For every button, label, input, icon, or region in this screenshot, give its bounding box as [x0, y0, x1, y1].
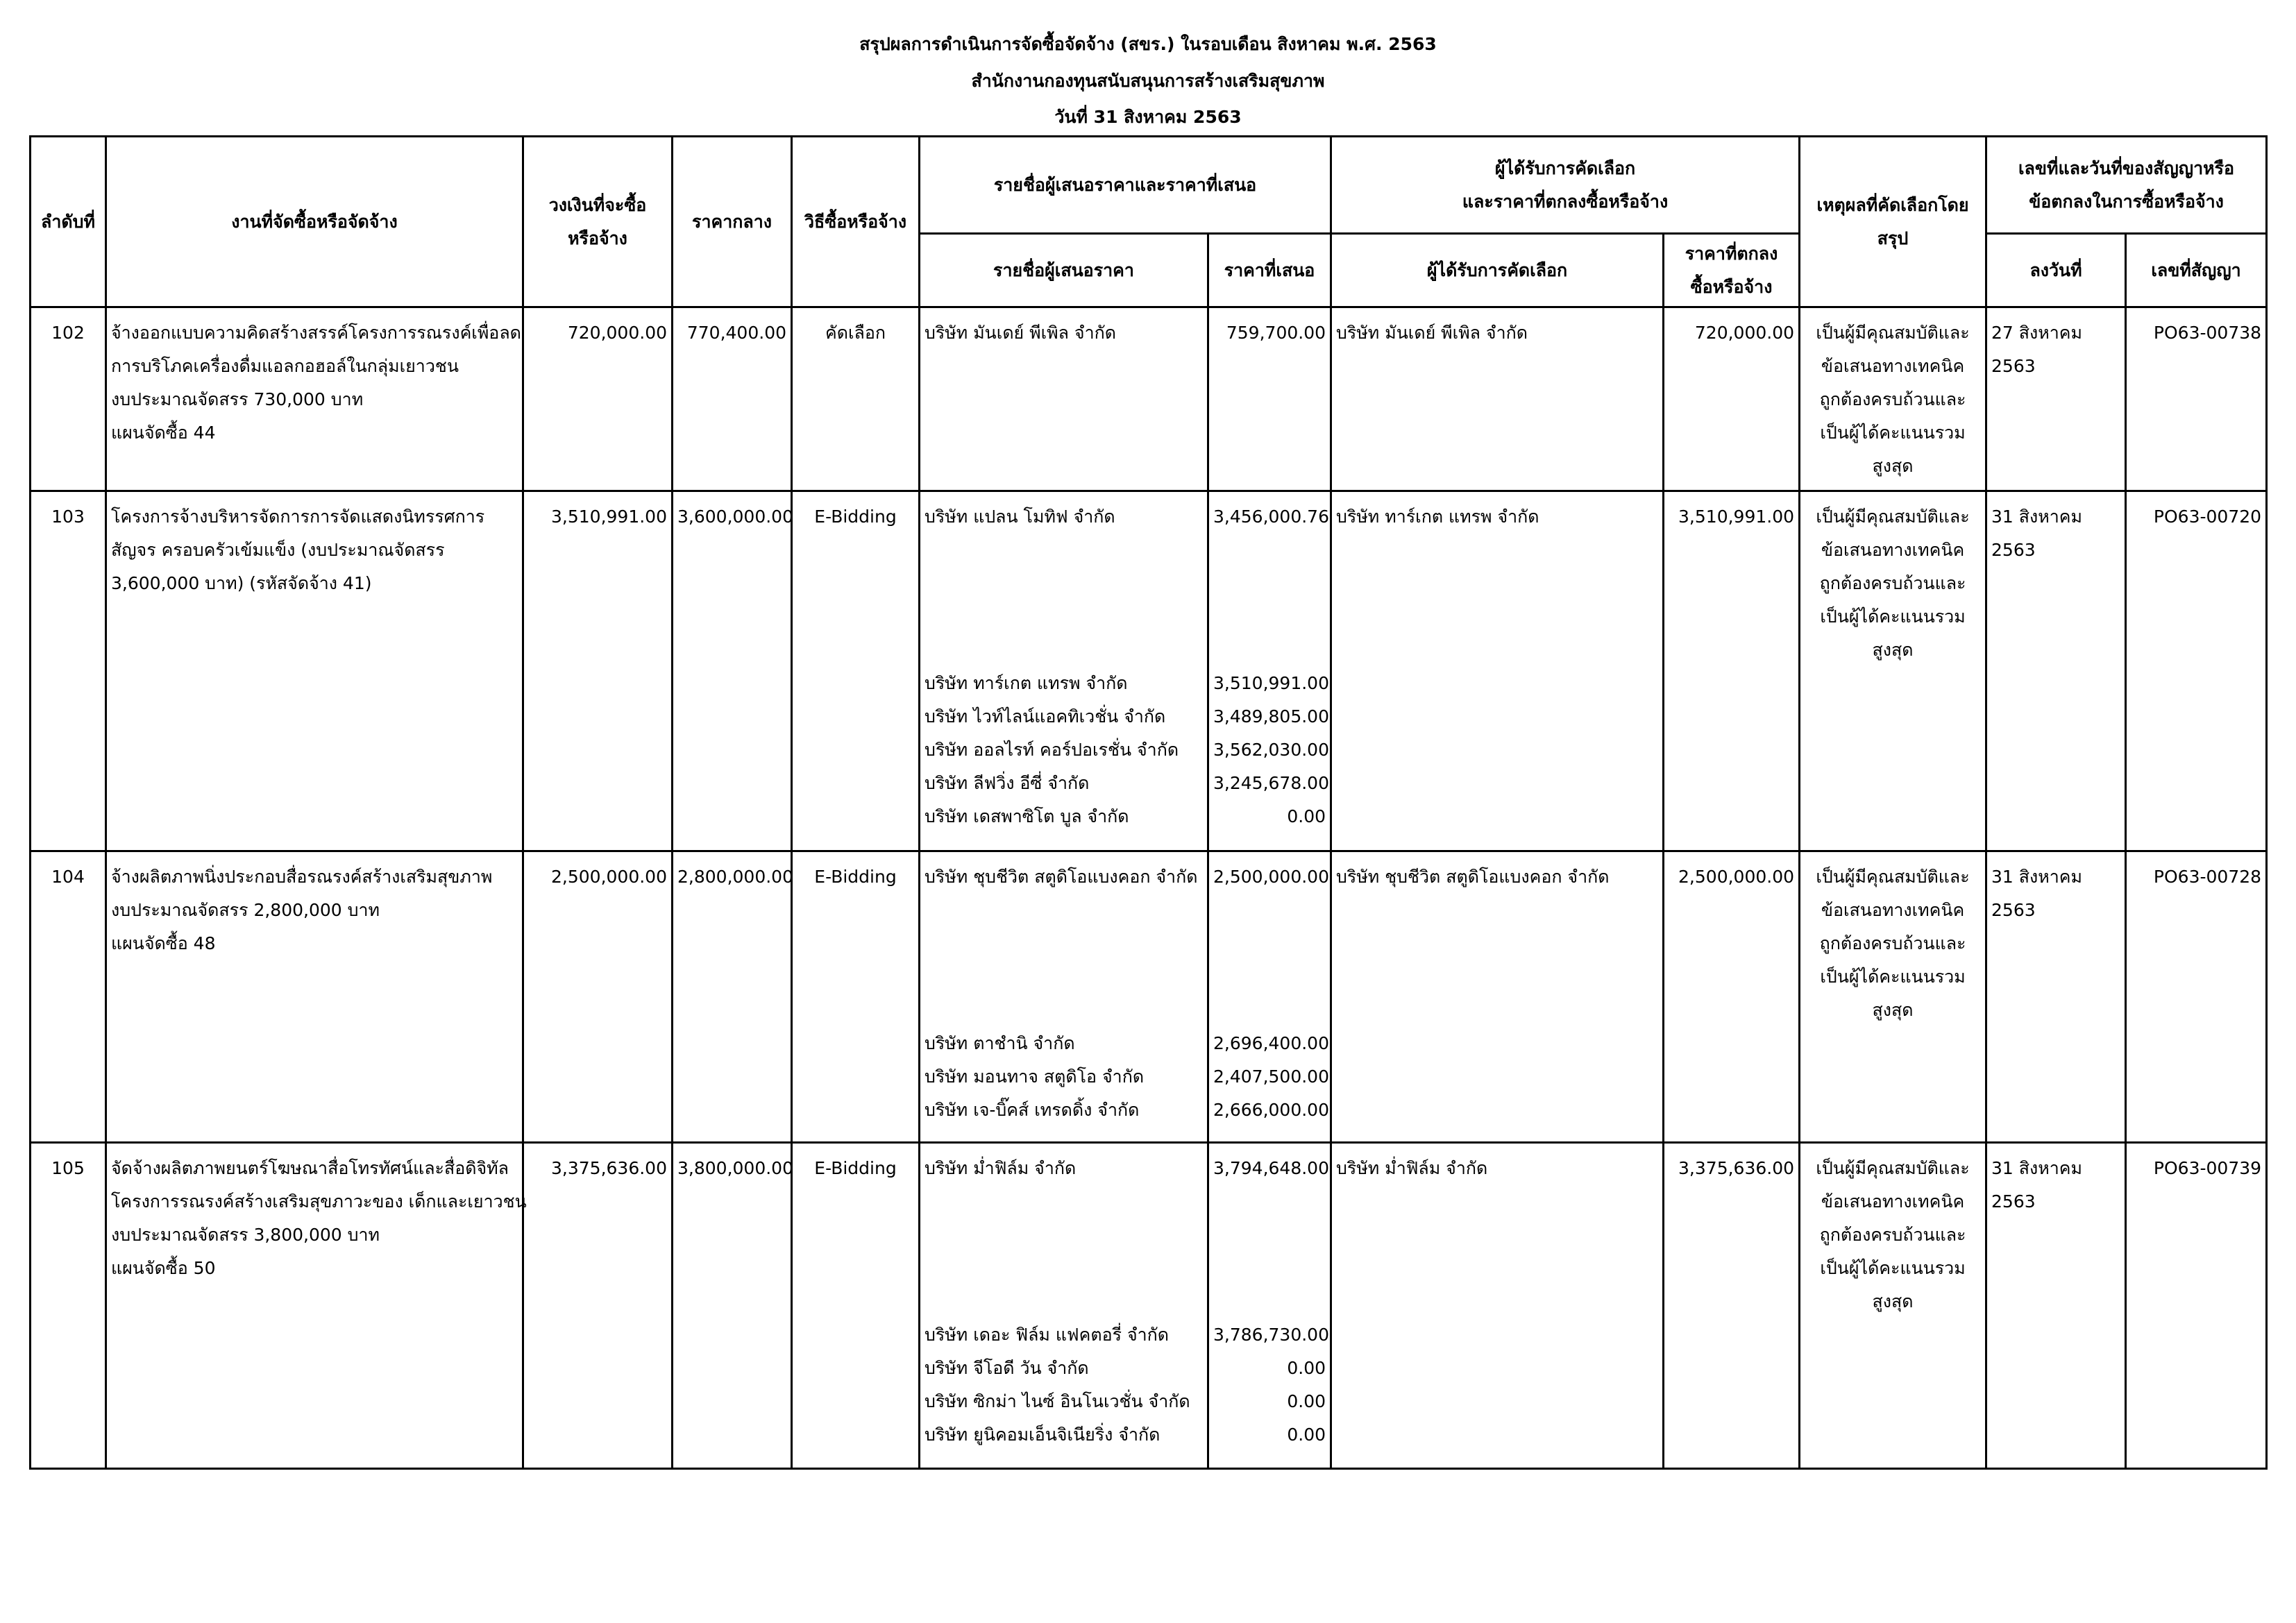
bidder-name: บริษัท เดอะ ฟิล์ม แฟคตอรี่ จำกัด [925, 1325, 1170, 1345]
cell-contract-date: 27 สิงหาคม 2563 [1986, 307, 2126, 491]
spacer [1213, 1185, 1326, 1218]
cell-selected-name: บริษัท มันเดย์ พีเพิล จำกัด [1331, 307, 1664, 491]
reason-line: เป็นผู้ได้คะแนนรวม [1820, 423, 1966, 443]
bidder-name: บริษัท ชุบชีวิต สตูดิโอแบงคอก จำกัด [925, 867, 1198, 887]
spacer [925, 567, 1203, 600]
cell-work [106, 307, 523, 491]
cell-work [106, 1143, 527, 1469]
reason-line: เป็นผู้มีคุณสมบัติและ [1816, 867, 1970, 887]
work-line: การบริโภคเครื่องดื่มแอลกอฮอล์ในกลุ่มเยาวชน [111, 356, 459, 376]
table-header [31, 137, 2267, 307]
bid-price: 2,500,000.00 [1213, 867, 1329, 887]
cell-contract-no: PO63-00720 [2126, 491, 2267, 851]
bidder-name: บริษัท มันเดย์ พีเพิล จำกัด [925, 323, 1116, 343]
header-agreed-price [1664, 234, 1800, 307]
cell-agreed-price: 3,510,991.00 [1664, 491, 1800, 851]
cell-method: E-Bidding [792, 491, 920, 851]
bidder-name: บริษัท ลีฟวิ่ง อีซี่ จำกัด [925, 773, 1090, 793]
cell-no: 104 [31, 851, 106, 1143]
header-contract-group-line1: เลขที่และวันที่ของสัญญาหรือ [2018, 158, 2235, 178]
cell-reason [1800, 851, 1986, 1143]
bid-price: 3,489,805.00 [1213, 706, 1329, 726]
table-row [31, 491, 2267, 851]
table-row [31, 851, 2267, 1143]
bid-price: 3,794,648.00 [1213, 1158, 1329, 1178]
work-line: สัญจร ครอบครัวเข้มแข็ง (งบประมาณจัดสรร [111, 540, 445, 560]
cell-contract-date: 31 สิงหาคม 2563 [1986, 1143, 2126, 1469]
header-reason [1800, 137, 1986, 307]
work-line: จ้างผลิตภาพนิ่งประกอบสื่อรณรงค์สร้างเสริมสุขภาพ [111, 867, 493, 887]
spacer [925, 1285, 1203, 1318]
bid-price: 0.00 [1287, 806, 1326, 826]
cell-budget: 2,500,000.00 [523, 851, 673, 1143]
header-selected-group-line2: และราคาที่ตกลงซื้อหรือจ้าง [1462, 191, 1669, 212]
bid-price: 0.00 [1287, 1358, 1326, 1378]
work-line: งบประมาณจัดสรร 2,800,000 บาท [111, 900, 380, 920]
header-selected-name: ผู้ได้รับการคัดเลือก [1331, 234, 1664, 307]
agency-name: สำนักงานกองทุนสนับสนุนการสร้างเสริมสุขภาพ [971, 71, 1325, 91]
report-date: วันที่ 31 สิงหาคม 2563 [1054, 107, 1242, 127]
spacer [925, 927, 1203, 960]
spacer [1213, 567, 1326, 600]
header-no: ลำดับที่ [31, 137, 106, 307]
bid-price: 2,407,500.00 [1213, 1067, 1329, 1087]
reason-line: ข้อเสนอทางเทคนิค [1821, 900, 1965, 920]
cell-no: 103 [31, 491, 106, 851]
cell-median-price: 770,400.00 [673, 307, 792, 491]
spacer [1213, 927, 1326, 960]
cell-budget: 720,000.00 [523, 307, 673, 491]
header-contract-date: ลงวันที่ [1986, 234, 2126, 307]
cell-bidder-names [920, 307, 1208, 491]
cell-bid-prices [1208, 851, 1331, 1143]
spacer [925, 960, 1203, 994]
bidder-name: บริษัท มอนทาจ สตูดิโอ จำกัด [925, 1067, 1145, 1087]
reason-line: ถูกต้องครบถ้วนและ [1819, 1225, 1966, 1245]
header-bidder-name: รายชื่อผู้เสนอราคา [920, 234, 1208, 307]
spacer [925, 634, 1203, 667]
header-selected-group [1331, 137, 1800, 234]
cell-selected-name: บริษัท ทาร์เกต แทรพ จำกัด [1331, 491, 1664, 851]
table-row [31, 307, 2267, 491]
cell-method: E-Bidding [792, 1143, 920, 1469]
work-line: โครงการรณรงค์สร้างเสริมสุขภาวะของ เด็กและเยาวชน [111, 1191, 527, 1212]
reason-line: ข้อเสนอทางเทคนิค [1821, 356, 1965, 376]
cell-median-price: 3,800,000.00 [673, 1143, 792, 1469]
procurement-table [29, 135, 2268, 1470]
header-reason-line2: สรุป [1877, 228, 1909, 248]
work-line: แผนจัดซื้อ 44 [111, 423, 216, 443]
reason-line: ถูกต้องครบถ้วนและ [1819, 389, 1966, 409]
header-contract-group [1986, 137, 2267, 234]
work-line: แผนจัดซื้อ 48 [111, 933, 216, 953]
cell-bid-prices [1208, 491, 1331, 851]
work-line: โครงการจ้างบริหารจัดการการจัดแสดงนิทรรศการ [111, 507, 485, 527]
spacer [1213, 634, 1326, 667]
cell-bidder-names [920, 851, 1208, 1143]
bid-price: 3,245,678.00 [1213, 773, 1329, 793]
report-title: สรุปผลการดำเนินการจัดซื้อจัดจ้าง (สขร.) ในรอบเดือน สิงหาคม พ.ศ. 2563 [859, 34, 1437, 54]
reason-line: เป็นผู้ได้คะแนนรวม [1820, 606, 1966, 627]
reason-line: สูงสุด [1872, 640, 1914, 660]
reason-line: ข้อเสนอทางเทคนิค [1821, 540, 1965, 560]
cell-contract-date: 31 สิงหาคม 2563 [1986, 491, 2126, 851]
bid-price: 0.00 [1287, 1391, 1326, 1411]
header-reason-line1: เหตุผลที่คัดเลือกโดย [1816, 194, 1969, 215]
reason-line: สูงสุด [1872, 456, 1914, 476]
header-budget [523, 137, 673, 307]
table-body [31, 307, 2267, 1469]
bid-price: 759,700.00 [1226, 323, 1326, 343]
cell-selected-name: บริษัท ชุบชีวิต สตูดิโอแบงคอก จำกัด [1331, 851, 1664, 1143]
work-line: งบประมาณจัดสรร 3,800,000 บาท [111, 1225, 380, 1245]
reason-line: เป็นผู้ได้คะแนนรวม [1820, 1258, 1966, 1278]
cell-selected-name: บริษัท ม่ำฟิล์ม จำกัด [1331, 1143, 1664, 1469]
cell-method: E-Bidding [792, 851, 920, 1143]
reason-line: เป็นผู้มีคุณสมบัติและ [1816, 323, 1970, 343]
spacer [1213, 1285, 1326, 1318]
header-selected-group-line1: ผู้ได้รับการคัดเลือก [1494, 158, 1636, 178]
spacer [1213, 960, 1326, 994]
cell-method: คัดเลือก [792, 307, 920, 491]
reason-line: เป็นผู้มีคุณสมบัติและ [1816, 507, 1970, 527]
bidder-name: บริษัท แปลน โมทิฟ จำกัด [925, 507, 1115, 527]
cell-work [106, 851, 523, 1143]
work-line: งบประมาณจัดสรร 730,000 บาท [111, 389, 364, 409]
bidder-name: บริษัท ยูนิคอมเอ็นจิเนียริ่ง จำกัด [925, 1425, 1160, 1445]
reason-line: เป็นผู้ได้คะแนนรวม [1820, 967, 1966, 987]
spacer [1213, 994, 1326, 1027]
reason-line: สูงสุด [1872, 1291, 1914, 1311]
reason-line: ถูกต้องครบถ้วนและ [1819, 933, 1966, 953]
work-line: 3,600,000 บาท) (รหัสจัดจ้าง 41) [111, 573, 372, 593]
spacer [1213, 1218, 1326, 1252]
spacer [925, 1218, 1203, 1252]
bidder-name: บริษัท ตาชำนิ จำกัด [925, 1033, 1075, 1053]
spacer [925, 894, 1203, 927]
bidder-name: บริษัท ไวท์ไลน์แอคทิเวชั่น จำกัด [925, 706, 1166, 726]
cell-no: 102 [31, 307, 106, 491]
header-contract-group-line2: ข้อตกลงในการซื้อหรือจ้าง [2029, 191, 2224, 212]
cell-budget: 3,510,991.00 [523, 491, 673, 851]
spacer [1213, 534, 1326, 567]
header-agreed-price-line2: ซื้อหรือจ้าง [1690, 276, 1773, 297]
cell-median-price: 3,600,000.00 [673, 491, 792, 851]
reason-line: เป็นผู้มีคุณสมบัติและ [1816, 1158, 1970, 1178]
reason-line: ข้อเสนอทางเทคนิค [1821, 1191, 1965, 1212]
reason-line: ถูกต้องครบถ้วนและ [1819, 573, 1966, 593]
cell-contract-no: PO63-00728 [2126, 851, 2267, 1143]
bidder-name: บริษัท ม่ำฟิล์ม จำกัด [925, 1158, 1077, 1178]
header-budget-line2: หรือจ้าง [568, 228, 627, 248]
bidder-name: บริษัท ออลไรท์ คอร์ปอเรชั่น จำกัด [925, 740, 1179, 760]
bid-price: 0.00 [1287, 1425, 1326, 1445]
bid-price: 3,456,000.76 [1213, 507, 1329, 527]
cell-agreed-price: 3,375,636.00 [1664, 1143, 1800, 1469]
spacer [925, 1252, 1203, 1285]
cell-reason [1800, 1143, 1986, 1469]
bidder-name: บริษัท เจ-บิ๊คส์ เทรดดิ้ง จำกัด [925, 1100, 1140, 1120]
spacer [1213, 600, 1326, 634]
bidder-name: บริษัท จีโอดี วัน จำกัด [925, 1358, 1089, 1378]
bid-price: 3,510,991.00 [1213, 673, 1329, 693]
cell-bid-prices [1208, 307, 1331, 491]
spacer [925, 600, 1203, 634]
cell-contract-no: PO63-00739 [2126, 1143, 2267, 1469]
header-median-price: ราคากลาง [673, 137, 792, 307]
table-row [31, 1143, 2267, 1469]
bid-price: 2,696,400.00 [1213, 1033, 1329, 1053]
bid-price: 2,666,000.00 [1213, 1100, 1329, 1120]
work-line: จัดจ้างผลิตภาพยนตร์โฆษณาสื่อโทรทัศน์และสื่อดิจิทัล [111, 1158, 509, 1178]
header-contract-no: เลขที่สัญญา [2126, 234, 2267, 307]
work-line: จ้างออกแบบความคิดสร้างสรรค์โครงการรณรงค์เพื่อลด [111, 323, 521, 343]
spacer [1213, 894, 1326, 927]
cell-bid-prices [1208, 1143, 1331, 1469]
cell-contract-date: 31 สิงหาคม 2563 [1986, 851, 2126, 1143]
cell-agreed-price: 720,000.00 [1664, 307, 1800, 491]
header-bid-price: ราคาที่เสนอ [1208, 234, 1331, 307]
work-line: แผนจัดซื้อ 50 [111, 1258, 216, 1278]
spacer [925, 1185, 1203, 1218]
bid-price: 3,786,730.00 [1213, 1325, 1329, 1345]
header-bidders-group: รายชื่อผู้เสนอราคาและราคาที่เสนอ [920, 137, 1331, 234]
bidder-name: บริษัท เดสพาซิโต บูล จำกัด [925, 806, 1129, 826]
header-work: งานที่จัดซื้อหรือจัดจ้าง [106, 137, 523, 307]
cell-bidder-names [920, 491, 1208, 851]
bidder-name: บริษัท ซิกม่า ไนซ์ อินโนเวชั่น จำกัด [925, 1391, 1190, 1411]
cell-work [106, 491, 523, 851]
bid-price: 3,562,030.00 [1213, 740, 1329, 760]
spacer [925, 534, 1203, 567]
bidder-name: บริษัท ทาร์เกต แทรพ จำกัด [925, 673, 1128, 693]
header-budget-line1: วงเงินที่จะซื้อ [548, 194, 647, 215]
cell-no: 105 [31, 1143, 106, 1469]
spacer [1213, 1252, 1326, 1285]
cell-budget: 3,375,636.00 [523, 1143, 673, 1469]
cell-median-price: 2,800,000.00 [673, 851, 792, 1143]
cell-reason [1800, 491, 1986, 851]
cell-reason [1800, 307, 1986, 491]
header-method: วิธีซื้อหรือจ้าง [792, 137, 920, 307]
header-agreed-price-line1: ราคาที่ตกลง [1685, 243, 1778, 264]
reason-line: สูงสุด [1872, 1000, 1914, 1020]
cell-bidder-names [920, 1143, 1208, 1469]
cell-agreed-price: 2,500,000.00 [1664, 851, 1800, 1143]
spacer [925, 994, 1203, 1027]
cell-contract-no: PO63-00738 [2126, 307, 2267, 491]
